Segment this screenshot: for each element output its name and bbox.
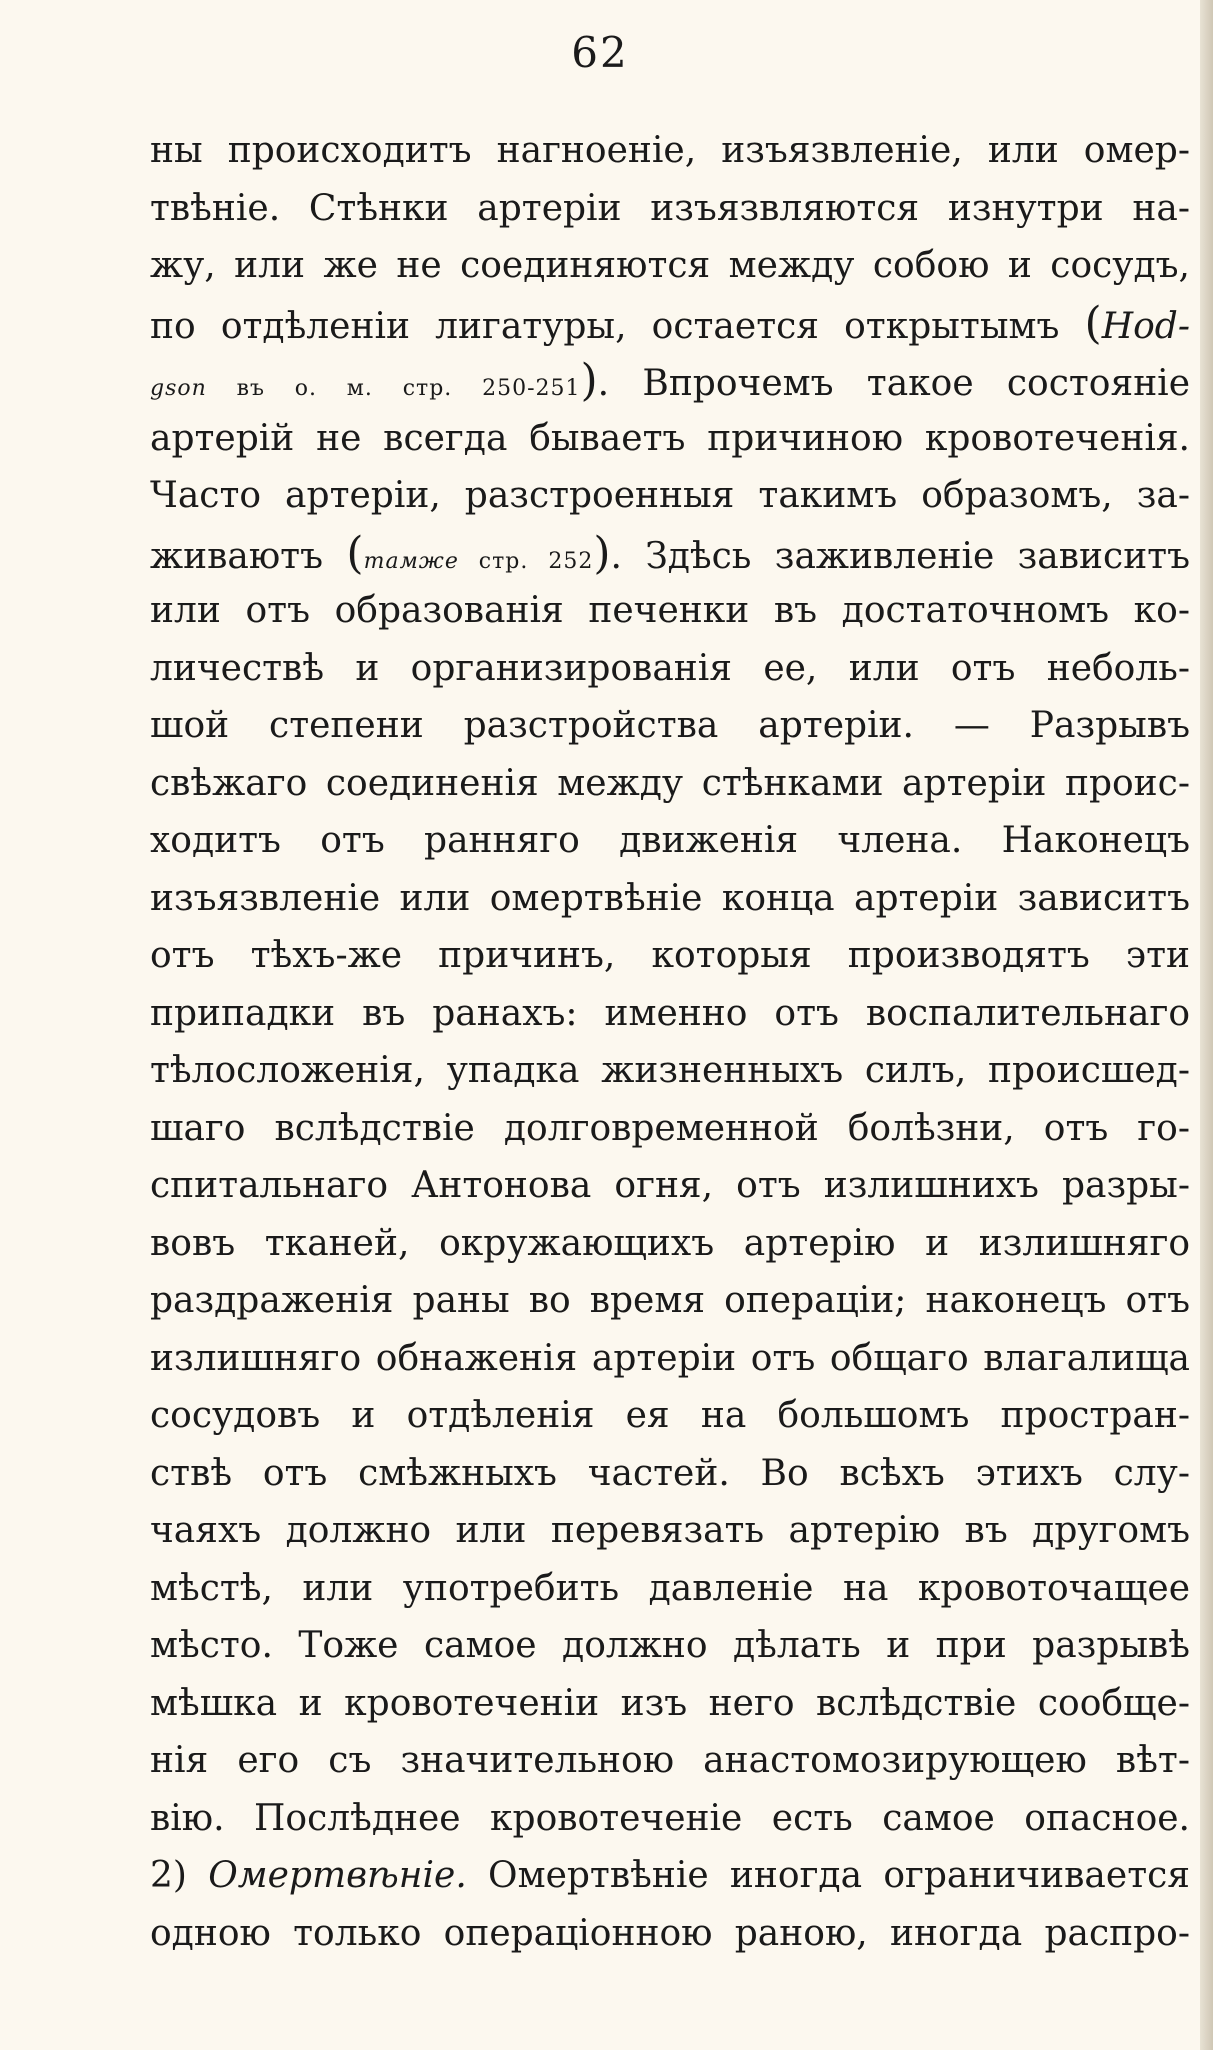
- list-number: 2): [150, 1855, 209, 1896]
- line-31-text: Омертвѣніе иногда ограничивается: [466, 1855, 1190, 1896]
- text-line-1: ны происходитъ нагноеніе, изъязвленіе, или омер-: [150, 130, 1190, 171]
- text-line-12: свѣжаго соединенія между стѣнками артеріи проис-: [150, 762, 1190, 804]
- citation-author-cont: gson: [150, 376, 207, 401]
- text-line-7: Часто артеріи, разстроенныя такимъ образомъ, за-: [150, 475, 1190, 516]
- line-8-rest: . Здѣсь заживленіе зависитъ: [610, 535, 1191, 577]
- text-line-17: тѣлосложенія, упадка жизненныхъ силъ, происшед-: [150, 1050, 1190, 1091]
- text-line-15: отъ тѣхъ-же причинъ, которыя производятъ эти: [150, 935, 1190, 976]
- text-line-14: изъязвленіе или омертвѣніе конца артеріи зависитъ: [150, 877, 1190, 919]
- open-paren: (: [1084, 297, 1102, 349]
- citation-author: Hod-: [1101, 305, 1190, 347]
- text-line-10: личествѣ и организированія ее, или отъ неболь-: [150, 647, 1190, 689]
- text-line-6: артерій не всегда бываетъ причиною кровотеченія.: [150, 417, 1190, 459]
- close-paren: ): [593, 527, 611, 579]
- text-line-5: [150, 352, 1190, 410]
- text-line-13: ходитъ отъ ранняго движенія члена. Наконецъ: [150, 820, 1190, 861]
- close-paren: ): [580, 355, 598, 406]
- text-line-25: чаяхъ должно или перевязать артерію въ другомъ: [150, 1510, 1190, 1551]
- line-4-text: по отдѣленіи лигатуры, остается открытымъ: [150, 305, 1085, 347]
- citation-page: стр. 252: [458, 548, 594, 574]
- text-line-20: вовъ тканей, окружающихъ артерію и излишняго: [150, 1222, 1190, 1264]
- text-line-23: сосудовъ и отдѣленія ея на большомъ простран-: [150, 1395, 1190, 1436]
- text-line-9: или отъ образованія печенки въ достаточномъ ко-: [150, 590, 1190, 631]
- text-line-19: спитальнаго Антонова огня, отъ излишнихъ разры-: [150, 1165, 1190, 1206]
- text-line-4: [150, 295, 1190, 353]
- text-line-18: шаго вслѣдствіе долговременной болѣзни, отъ го-: [150, 1107, 1190, 1149]
- text-line-3: жу, или же не соединяются между собою и сосудъ,: [150, 245, 1190, 286]
- text-line-22: излишняго обнаженія артеріи отъ общаго влагалища: [150, 1337, 1190, 1379]
- text-line-11: шой степени разстройства артеріи. — Разрывъ: [150, 705, 1190, 746]
- text-line-31: [150, 1847, 1190, 1905]
- text-line-27: мѣсто. Тоже самое должно дѣлать и при разрывѣ: [150, 1625, 1190, 1666]
- text-line-29: нія его съ значительною анастомозирующею вѣт-: [150, 1740, 1190, 1781]
- citation-ref: въ о. м. стр. 250-251: [206, 376, 581, 401]
- page-edge: [1200, 0, 1213, 2050]
- text-line-21: раздраженія раны во время операціи; наконецъ отъ: [150, 1280, 1190, 1321]
- text-line-24: ствѣ отъ смѣжныхъ частей. Во всѣхъ этихъ слу-: [150, 1452, 1190, 1494]
- page-number: 62: [571, 28, 629, 77]
- text-line-28: мѣшка и кровотеченіи изъ него вслѣдствіе сообще-: [150, 1682, 1190, 1724]
- line-8-text: живаютъ: [150, 535, 347, 577]
- body-text: [150, 122, 1190, 1962]
- text-line-16: припадки въ ранахъ: именно отъ воспалительнаго: [150, 992, 1190, 1034]
- text-line-30: вію. Послѣднее кровотеченіе есть самое опасное.: [150, 1797, 1190, 1839]
- text-line-32: одною только операціонною раною, иногда распро-: [150, 1912, 1190, 1954]
- text-line-26: мѣстѣ, или употребить давленіе на кровоточащее: [150, 1567, 1190, 1609]
- section-term: Омертвѣніе.: [208, 1855, 467, 1896]
- text-line-2: твѣніе. Стѣнки артеріи изъязвляются изнутри на-: [150, 187, 1190, 229]
- text-line-8: [150, 525, 1190, 583]
- citation-ibid: тамже: [363, 548, 459, 574]
- line-5-text: . Впрочемъ такое состояніе: [597, 363, 1191, 404]
- open-paren: (: [346, 527, 364, 579]
